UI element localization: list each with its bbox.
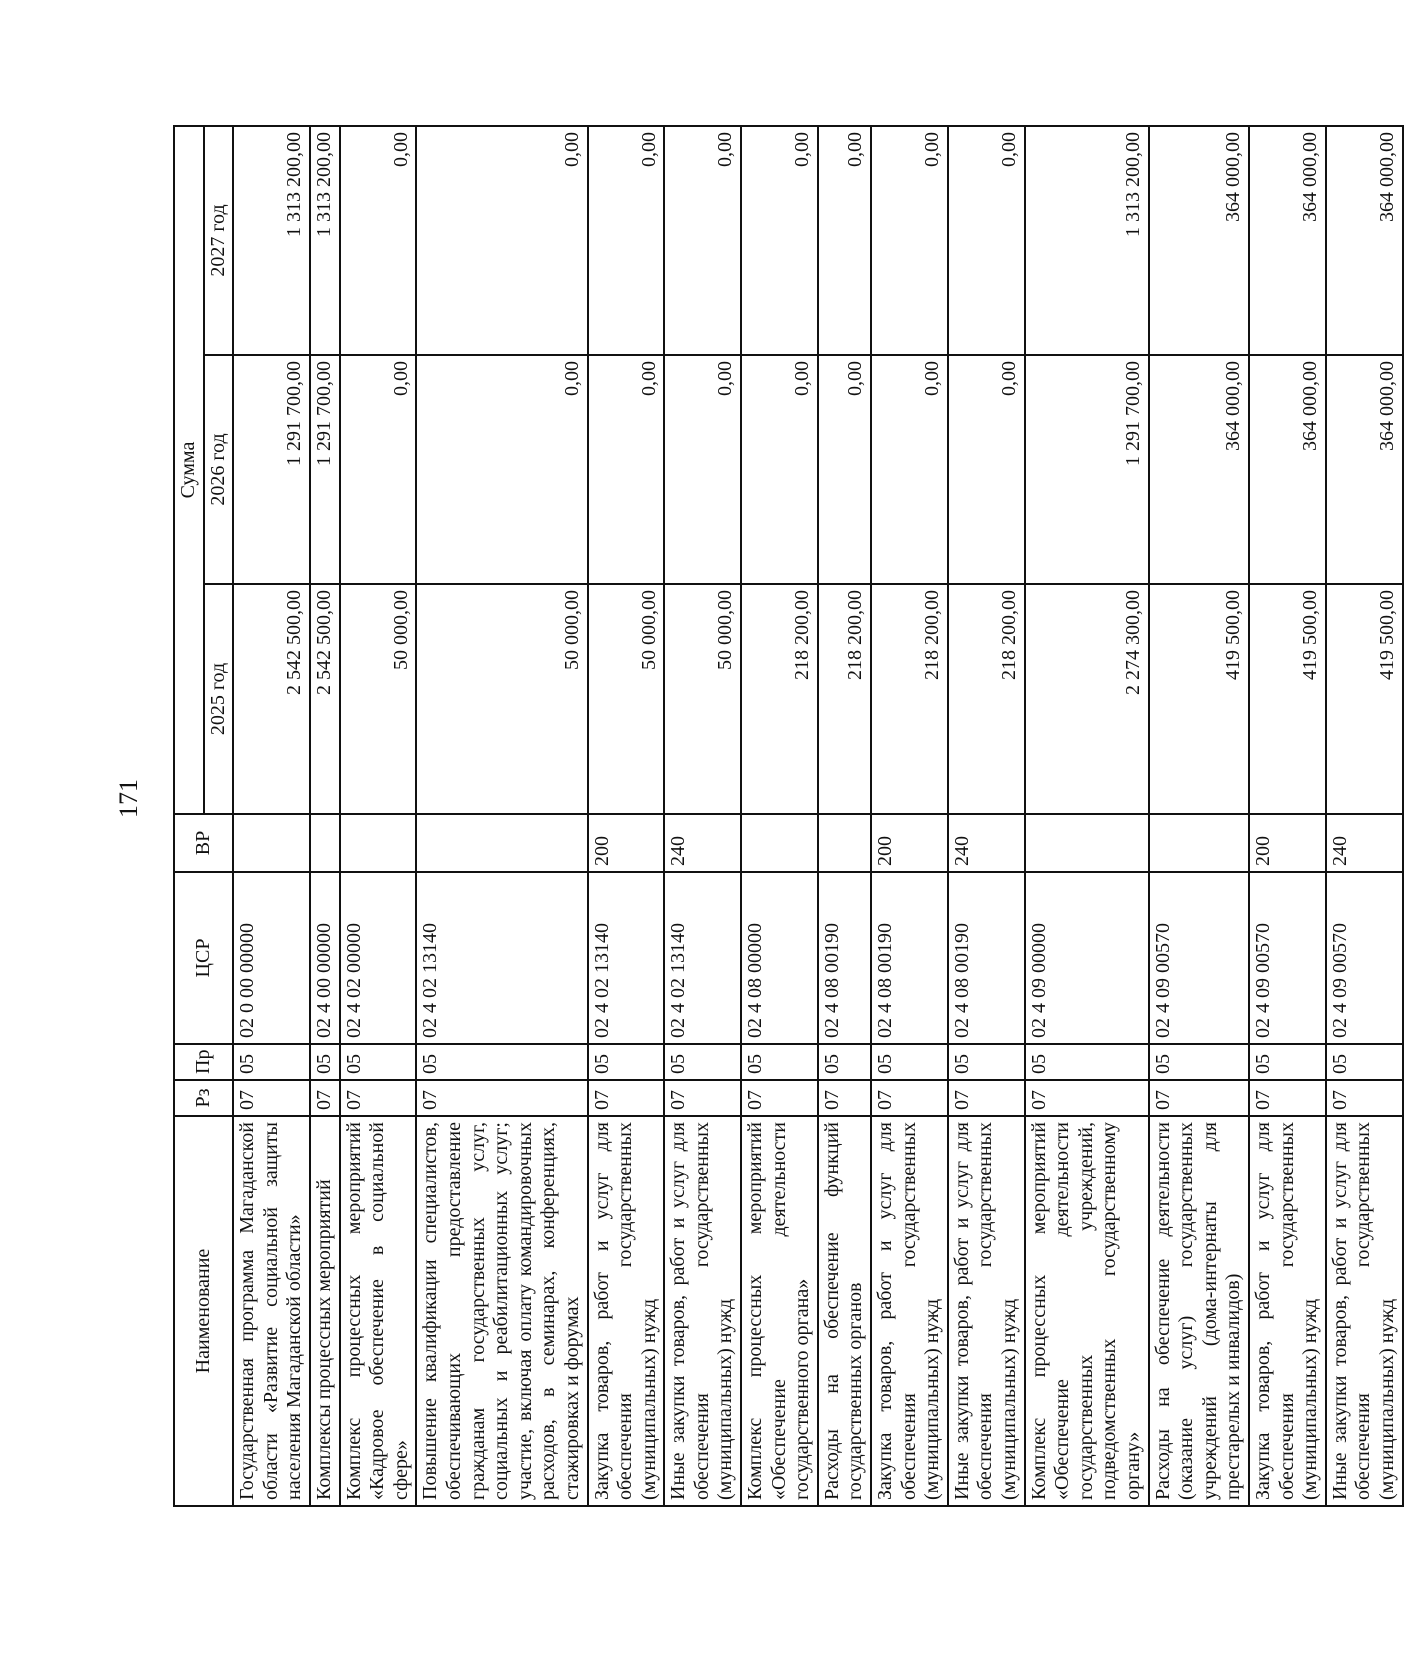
row-csr: 02 4 08 00190 (818, 872, 871, 1044)
table-row (416, 126, 587, 1506)
row-csr: 02 4 09 00000 (1025, 872, 1149, 1044)
header-csr: ЦСР (174, 872, 233, 1044)
row-rz: 07 (233, 1080, 310, 1116)
row-vr (1149, 814, 1249, 872)
row-csr: 02 4 00 00000 (310, 872, 340, 1044)
row-name: Комплекс процессных мероприятий «Обеспечение деятельности государственных учреждений, подведомственных государственному органу» (1025, 1116, 1149, 1506)
row-amount-2027: 0,00 (664, 126, 741, 355)
table-row (310, 126, 340, 1506)
table-row (741, 126, 818, 1506)
row-rz: 07 (1249, 1080, 1326, 1116)
row-pr: 05 (741, 1044, 818, 1080)
row-rz: 07 (1326, 1080, 1403, 1116)
row-amount-2027: 1 313 200,00 (310, 126, 340, 355)
budget-table (173, 125, 1404, 1507)
row-amount-2027: 0,00 (416, 126, 587, 355)
header-year-2026: 2026 год (204, 355, 234, 584)
row-amount-2025: 419 500,00 (1249, 584, 1326, 814)
row-pr: 05 (1249, 1044, 1326, 1080)
header-year-2025: 2025 год (204, 584, 234, 814)
row-amount-2025: 218 200,00 (741, 584, 818, 814)
table-row (588, 126, 665, 1506)
header-name: Наименование (174, 1116, 233, 1506)
row-amount-2027: 0,00 (818, 126, 871, 355)
row-rz: 07 (818, 1080, 871, 1116)
header-pr: Пр (174, 1044, 233, 1080)
table-row (1025, 126, 1149, 1506)
row-pr: 05 (340, 1044, 417, 1080)
row-amount-2027: 0,00 (588, 126, 665, 355)
row-csr: 02 4 02 13140 (416, 872, 587, 1044)
row-amount-2025: 50 000,00 (416, 584, 587, 814)
row-name: Иные закупки товаров, работ и услуг для обеспечения государственных (муниципальных) нужд (948, 1116, 1025, 1506)
row-name: Комплекс процессных мероприятий «Кадровое обеспечение в социальной сфере» (340, 1116, 417, 1506)
row-rz: 07 (741, 1080, 818, 1116)
row-amount-2026: 0,00 (818, 355, 871, 584)
row-csr: 02 4 02 13140 (664, 872, 741, 1044)
row-amount-2025: 218 200,00 (948, 584, 1025, 814)
row-rz: 07 (948, 1080, 1025, 1116)
row-vr (233, 814, 310, 872)
row-amount-2026: 0,00 (340, 355, 417, 584)
row-name: Комплексы процессных мероприятий (310, 1116, 340, 1506)
row-amount-2025: 218 200,00 (818, 584, 871, 814)
row-amount-2027: 1 313 200,00 (233, 126, 310, 355)
table-row (818, 126, 871, 1506)
row-amount-2027: 0,00 (340, 126, 417, 355)
row-pr: 05 (871, 1044, 948, 1080)
row-amount-2026: 0,00 (416, 355, 587, 584)
row-name: Иные закупки товаров, работ и услуг для обеспечения государственных (муниципальных) нужд (664, 1116, 741, 1506)
header-year-2027: 2027 год (204, 126, 234, 355)
row-amount-2026: 0,00 (948, 355, 1025, 584)
row-amount-2025: 2 274 300,00 (1025, 584, 1149, 814)
row-pr: 05 (233, 1044, 310, 1080)
table-row (871, 126, 948, 1506)
row-amount-2025: 50 000,00 (664, 584, 741, 814)
row-name: Повышение квалификации специалистов, обеспечивающих предоставление гражданам государственных услуг, социальных и реабилитационных услуг; участие, включая оплату командировочных расходов, в семинарах, конференциях, стажировках и форумах (416, 1116, 587, 1506)
table-row (1326, 126, 1403, 1506)
row-name: Закупка товаров, работ и услуг для обеспечения государственных (муниципальных) нужд (588, 1116, 665, 1506)
row-vr (818, 814, 871, 872)
table-body (233, 126, 1402, 1506)
row-amount-2027: 1 313 200,00 (1025, 126, 1149, 355)
row-amount-2027: 0,00 (871, 126, 948, 355)
row-vr (310, 814, 340, 872)
row-rz: 07 (1025, 1080, 1149, 1116)
rotated-table-container (173, 127, 1398, 1507)
row-name: Государственная программа Магаданской области «Развитие социальной защиты населения Магаданской области» (233, 1116, 310, 1506)
row-pr: 05 (416, 1044, 587, 1080)
row-name: Комплекс процессных мероприятий «Обеспечение деятельности государственного органа» (741, 1116, 818, 1506)
table-row (340, 126, 417, 1506)
row-amount-2026: 1 291 700,00 (310, 355, 340, 584)
row-amount-2026: 1 291 700,00 (233, 355, 310, 584)
row-csr: 02 0 00 00000 (233, 872, 310, 1044)
table-row (1149, 126, 1249, 1506)
row-vr (741, 814, 818, 872)
row-amount-2027: 0,00 (741, 126, 818, 355)
row-pr: 05 (948, 1044, 1025, 1080)
row-name: Иные закупки товаров, работ и услуг для обеспечения государственных (муниципальных) нужд (1326, 1116, 1403, 1506)
row-rz: 07 (1149, 1080, 1249, 1116)
row-vr (1025, 814, 1149, 872)
row-amount-2026: 364 000,00 (1326, 355, 1403, 584)
row-amount-2025: 419 500,00 (1326, 584, 1403, 814)
row-pr: 05 (310, 1044, 340, 1080)
row-amount-2026: 1 291 700,00 (1025, 355, 1149, 584)
row-rz: 07 (310, 1080, 340, 1116)
row-name: Расходы на обеспечение функций государственных органов (818, 1116, 871, 1506)
row-amount-2025: 218 200,00 (871, 584, 948, 814)
row-csr: 02 4 08 00190 (871, 872, 948, 1044)
row-amount-2027: 0,00 (948, 126, 1025, 355)
row-vr: 240 (1326, 814, 1403, 872)
row-csr: 02 4 09 00570 (1326, 872, 1403, 1044)
row-amount-2026: 364 000,00 (1149, 355, 1249, 584)
table-row (233, 126, 310, 1506)
row-pr: 05 (588, 1044, 665, 1080)
row-rz: 07 (664, 1080, 741, 1116)
row-csr: 02 4 02 00000 (340, 872, 417, 1044)
row-amount-2027: 364 000,00 (1249, 126, 1326, 355)
row-amount-2026: 0,00 (588, 355, 665, 584)
row-vr: 240 (664, 814, 741, 872)
row-pr: 05 (1149, 1044, 1249, 1080)
row-name: Расходы на обеспечение деятельности (оказание услуг) государственных учреждений (дома-интернаты для престарелых и инвалидов) (1149, 1116, 1249, 1506)
row-pr: 05 (1326, 1044, 1403, 1080)
row-amount-2025: 50 000,00 (340, 584, 417, 814)
row-rz: 07 (588, 1080, 665, 1116)
row-csr: 02 4 09 00570 (1149, 872, 1249, 1044)
row-csr: 02 4 09 00570 (1249, 872, 1326, 1044)
row-amount-2025: 2 542 500,00 (233, 584, 310, 814)
row-csr: 02 4 08 00000 (741, 872, 818, 1044)
row-pr: 05 (1025, 1044, 1149, 1080)
row-csr: 02 4 02 13140 (588, 872, 665, 1044)
row-amount-2026: 0,00 (871, 355, 948, 584)
table-row (664, 126, 741, 1506)
header-sum: Сумма (174, 126, 204, 814)
row-rz: 07 (340, 1080, 417, 1116)
row-vr: 200 (1249, 814, 1326, 872)
row-amount-2026: 0,00 (664, 355, 741, 584)
row-csr: 02 4 08 00190 (948, 872, 1025, 1044)
header-vr: ВР (174, 814, 233, 872)
header-rz: Рз (174, 1080, 233, 1116)
row-vr: 240 (948, 814, 1025, 872)
row-amount-2025: 2 542 500,00 (310, 584, 340, 814)
table-row (948, 126, 1025, 1506)
row-name: Закупка товаров, работ и услуг для обеспечения государственных (муниципальных) нужд (871, 1116, 948, 1506)
row-rz: 07 (871, 1080, 948, 1116)
page-number: 171 (114, 779, 143, 818)
row-amount-2027: 364 000,00 (1149, 126, 1249, 355)
table-row (1249, 126, 1326, 1506)
row-amount-2027: 364 000,00 (1326, 126, 1403, 355)
row-pr: 05 (818, 1044, 871, 1080)
row-pr: 05 (664, 1044, 741, 1080)
row-vr (416, 814, 587, 872)
row-amount-2025: 419 500,00 (1149, 584, 1249, 814)
row-amount-2026: 0,00 (741, 355, 818, 584)
row-vr: 200 (871, 814, 948, 872)
row-vr (340, 814, 417, 872)
row-amount-2026: 364 000,00 (1249, 355, 1326, 584)
row-amount-2025: 50 000,00 (588, 584, 665, 814)
row-name: Закупка товаров, работ и услуг для обеспечения государственных (муниципальных) нужд (1249, 1116, 1326, 1506)
row-vr: 200 (588, 814, 665, 872)
row-rz: 07 (416, 1080, 587, 1116)
